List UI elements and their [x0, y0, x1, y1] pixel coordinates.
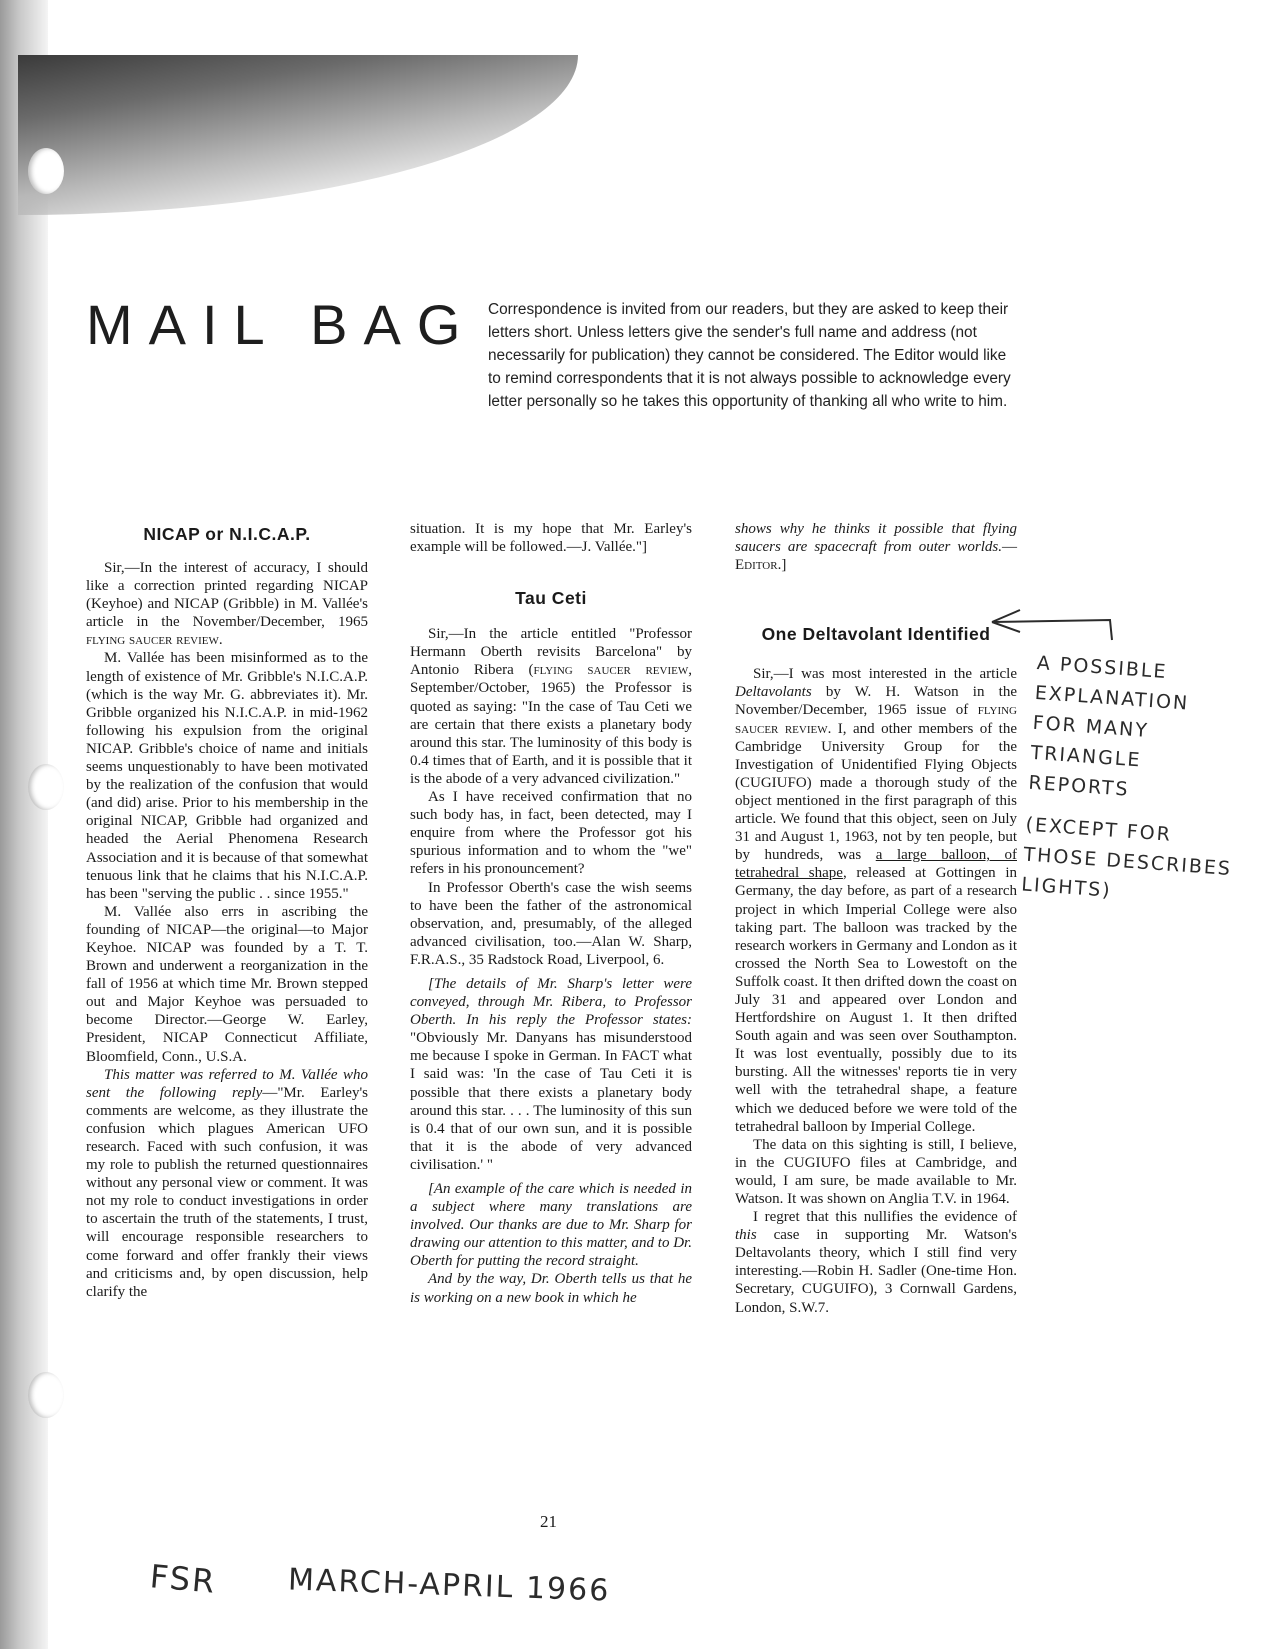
punch-hole-middle	[28, 764, 64, 810]
paragraph: Sir,—In the interest of accuracy, I should like a correction printed regarding NICAP (Keyhoe) and NICAP (Gribble) in M. Vallée's article in the November/December, 1965 flying saucer review.	[86, 560, 368, 649]
paragraph: In Professor Oberth's case the wish seems to have been the father of the astronomical observation, and, presumably, of the alleged advanced civilisation, too.—Alan W. Sharp, F.R.A.S., 35 Radstock Road, Liverpool, 6.	[410, 879, 692, 968]
paragraph: As I have received confirmation that no such body has, in fact, been detected, may I enquire from where the Professor got his spurious information and to whom the "we" refers in his pronouncement?	[410, 789, 692, 878]
paragraph: situation. It is my hope that Mr. Earley's example will be followed.—J. Vallée."]	[410, 521, 692, 556]
punch-hole-top	[28, 148, 64, 194]
handwritten-margin-note: A POSSIBLE EXPLANATION FOR MANY TRIANGLE REPORTS (EXCEPT FOR THOSE DESCRIBES LIGHTS)	[1020, 651, 1233, 902]
magazine-name: flying saucer review	[533, 662, 689, 679]
masthead-title: MAIL BAG	[86, 293, 477, 356]
paragraph: M. Vallée has been misinformed as to the length of existence of Mr. Gribble's N.I.C.A.P. (which is the way Mr. G. abbreviates it). Mr. Gribble organized his N.I.C.A.P. in mid-1962 following his expulsion from the original NICAP. Gribble's choice of name and initials seems unquestionably to have been motivated by the realization of the confusion that would (and did) arise. Prior to his membership in the original NICAP, Gribble had organized and headed the Aerial Phenomena Research Association and it is because of that somewhat tenuous link that he claims that his N.I.C.A.P. has been "serving the public . . since 1955."	[86, 650, 368, 902]
column-2	[410, 520, 692, 1307]
paragraph: And by the way, Dr. Oberth tells us that he is working on a new book in which he	[410, 1271, 692, 1306]
letter-heading-deltavolant: One Deltavolant Identified	[761, 624, 991, 645]
paragraph: [The details of Mr. Sharp's letter were conveyed, through Mr. Ribera, to Professor Oberth. In his reply the Professor states: "Obviously Mr. Danyans has misunderstood me because I spoke in German. In FACT what I said was: 'In the case of Tau Ceti it is possible that there exists a planetary body around this star. . . . The luminosity of this sun is 0.4 that of our own sun, and it is possible that it is the abode of very advanced civilisation.' "	[410, 975, 692, 1173]
paragraph: Sir,—I was most interested in the article Deltavolants by W. H. Watson in the November/December, 1965 issue of flying saucer review. I, and other members of the Cambridge University Group for the Investigation of Unidentified Flying Objects (CUGIUFO) made a thorough study of the object mentioned in the first paragraph of this article. We found that this object, seen on July 31 and August 1, 1963, not by ten people, but by hundreds, was a large balloon, of tetrahedral shape, released at Gottingen in Germany, the day before, as part of a research project in which Imperial College were also taking part. The balloon was tracked by the research workers in Germany and London as it crossed the North Sea to Lowestoft on the Suffolk coast. It then drifted down the coast on July 31 and appeared over London and Hertfordshire on August 1. It then drifted South again and was seen over Southampton. It was lost eventually, possibly due to its bursting. All the witnesses' reports tie in very well with the tetrahedral shape, a feature which we deduced before we were told of the tetrahedral balloon by Imperial College.	[735, 666, 1017, 1135]
punch-hole-bottom	[28, 1372, 64, 1418]
paragraph: [An example of the care which is needed in a subject where many translations are involved. Our thanks are due to Mr. Sharp for drawing our attention to this matter, and to Dr. Oberth for putting the record straight.	[410, 1181, 692, 1270]
paragraph: This matter was referred to M. Vallée who sent the following reply—"Mr. Earley's comments are welcome, as they illustrate the confusion which plagues American UFO research. Faced with such confusion, it was my role to publish the returned questionnaires without any personal view or comment. It was not my role to conduct investigations in order to ascertain the truth of the statements, I trust, will encourage responsible researchers to come forward and offer frankly their views and criticisms and, by open discussion, help clarify the	[86, 1066, 368, 1300]
paragraph: Sir,—In the article entitled "Professor Hermann Oberth revisits Barcelona" by Antonio Ribera (flying saucer review, September/October, 1965) the Professor is quoted as saying: "In the case of Tau Ceti we are certain that there exists a planetary body around this star. The luminosity of this body is 0.4 times that of Earth, and it is possible that it is the abode of a very advanced civilization."	[410, 626, 692, 787]
magazine-name: flying saucer review	[86, 632, 219, 649]
paragraph: M. Vallée also errs in ascribing the founding of NICAP—the original—to Major Keyhoe. NICAP was founded by a T. T. Brown and underwent a reorganization in the fall of 1956 at which time Mr. Brown stepped out and Major Keyhoe was persuaded to become Director.—George W. Earley, President, NICAP Connecticut Affiliate, Bloomfield, Conn., U.S.A.	[86, 903, 368, 1065]
paragraph: The data on this sighting is still, I believe, in the CUGIUFO files at Cambridge, and would, I am sure, be made available to Mr. Watson. It was shown on Anglia T.V. in 1964.	[735, 1136, 1017, 1207]
handwritten-arrow-icon	[990, 600, 1140, 650]
column-1	[86, 520, 368, 1301]
paragraph: shows why he thinks it possible that flying saucers are spacecraft from outer worlds.—Editor.]	[735, 521, 1017, 574]
letter-heading-tau-ceti: Tau Ceti	[515, 588, 587, 609]
letter-heading-nicap: NICAP or N.I.C.A.P.	[143, 524, 311, 544]
underlined-phrase: a large balloon, of tetrahedral shape	[735, 847, 1017, 882]
page-number: 21	[540, 1512, 557, 1531]
magazine-name: flying saucer review	[735, 702, 1017, 737]
handwritten-footer-fsr: FSR	[148, 1557, 218, 1601]
paragraph: I regret that this nullifies the evidence of this case in supporting Mr. Watson's Deltavolants theory, which I still find very interesting.—Robin H. Sadler (One-time Hon. Secretary, CUGUIFO), 3 Cornwall Gardens, London, S.W.7.	[735, 1209, 1017, 1316]
handwritten-footer-date: MARCH-APRIL 1966	[287, 1562, 611, 1609]
column-3	[735, 520, 1017, 1317]
intro-text: Correspondence is invited from our readers, but they are asked to keep their letters short. Unless letters give the sender's full name and address (not necessarily for publication) they cannot be considered. The Editor would like to remind correspondents that it is not always possible to acknowledge every letter personally so he takes this opportunity of thanking all who write to him.	[488, 301, 1011, 410]
scan-smudge	[18, 55, 578, 215]
